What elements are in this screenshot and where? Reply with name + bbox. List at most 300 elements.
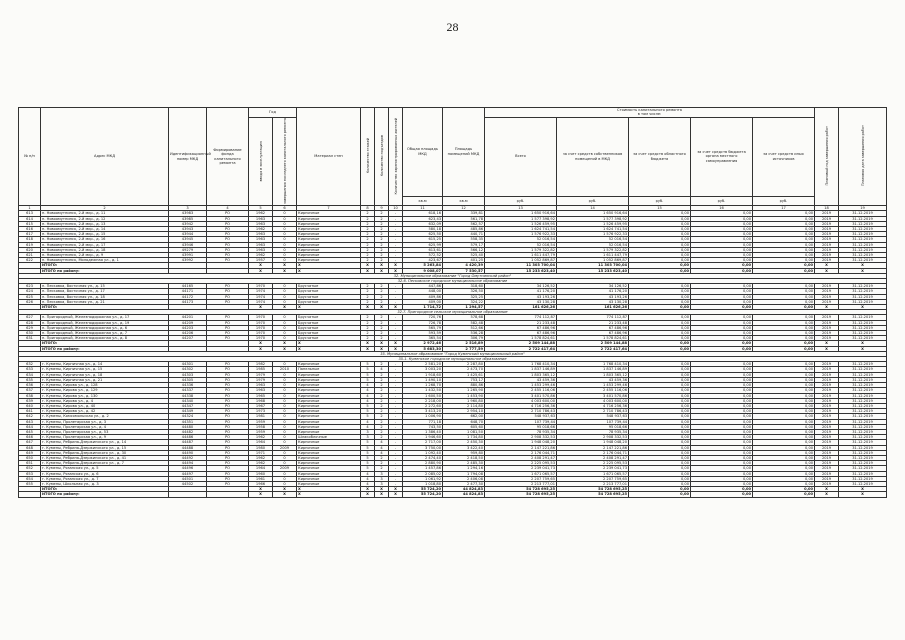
table-cell: - (389, 383, 403, 388)
table-cell: 2019 (815, 461, 839, 466)
table-cell: г. Кумены, Кирова ул., д. 130 (41, 393, 169, 398)
table-cell: 650 (19, 455, 41, 460)
table-cell: 0,00 (691, 398, 753, 403)
table-cell: 634 (19, 372, 41, 377)
table-cell: 2 085,02 (403, 471, 443, 476)
table-cell: 2019 (815, 424, 839, 429)
table-cell: - (389, 258, 403, 263)
column-number: 9 (375, 206, 389, 211)
table-cell: 3 (375, 471, 389, 476)
table-cell: 0,00 (753, 221, 815, 226)
table-cell: 0,00 (753, 461, 815, 466)
table-cell: 1 268,70 (403, 383, 443, 388)
table-cell: г. Кумены, Ребрина-Дзержинского ул., д. 41 (41, 455, 169, 460)
header-cost-sub: в том числе: (637, 112, 662, 117)
table-cell: 44487 (169, 440, 207, 445)
table-cell: 525,40 (443, 253, 485, 258)
table-cell: 161 626,26 (557, 305, 629, 310)
table-cell: 4 420,39 (443, 263, 485, 268)
table-cell: 1 576 922,33 (557, 232, 629, 237)
table-cell: 5 (361, 440, 375, 445)
table-cell: 753,17 (443, 377, 485, 382)
table-cell: 0,00 (629, 362, 691, 367)
table-cell: X (297, 487, 361, 492)
table-cell: 78 935,34 (485, 429, 557, 434)
table-cell: 0,00 (629, 492, 691, 497)
table-cell: 0,00 (753, 263, 815, 268)
table-cell: 2 (361, 331, 375, 336)
table-cell: 448,00 (403, 289, 443, 294)
table-cell: 31.12.2019 (839, 424, 887, 429)
table-cell: 2 176 044,71 (557, 450, 629, 455)
table-cell: Кирпичные (297, 237, 361, 242)
table-cell: 0 (273, 221, 297, 226)
table-cell: 1957 (249, 258, 273, 263)
table-cell: 646 (19, 435, 41, 440)
table-cell: Кирпичные (297, 461, 361, 466)
table-cell: 2 418,50 (443, 455, 485, 460)
table-cell: 572,52 (403, 253, 443, 258)
table-cell: 1963 (249, 216, 273, 221)
table-cell: 1970 (249, 315, 273, 320)
table-cell: X (297, 268, 361, 273)
table-cell: 624 (19, 289, 41, 294)
table-cell: X (361, 346, 375, 351)
table-cell: 0,00 (691, 263, 753, 268)
table-cell: 2019 (815, 237, 839, 242)
table-cell: 2 (361, 247, 375, 252)
table-cell: 2 (375, 409, 389, 414)
table-cell: 31.12.2019 (839, 403, 887, 408)
table-cell: 1 457,86 (403, 466, 443, 471)
table-cell: 0,00 (753, 227, 815, 232)
table-cell: 0 (273, 362, 297, 367)
table-cell: 2 516,89 (443, 341, 485, 346)
table-cell: 0,00 (629, 331, 691, 336)
table-cell: Кирпичные (297, 445, 361, 450)
table-cell: 44482 (169, 429, 207, 434)
table-cell: 31.12.2019 (839, 247, 887, 252)
table-cell: 1 294,57 (443, 305, 485, 310)
table-cell: 0,00 (629, 461, 691, 466)
table-cell: X (839, 341, 887, 346)
table-cell: 5 (361, 445, 375, 450)
table-cell: 636 (19, 383, 41, 388)
table-cell: 0 (273, 377, 297, 382)
table-cell: Шлакоблочные (297, 435, 361, 440)
table-cell: Кирпичные (297, 247, 361, 252)
table-cell: 2 408 291,47 (485, 455, 557, 460)
table-cell: 0,00 (753, 294, 815, 299)
table-cell: 0,00 (753, 403, 815, 408)
table-cell: X (389, 341, 403, 346)
section-title: 35. Муниципальное образование "Город Куменский муниципальный район" (19, 351, 887, 356)
table-cell: 0,00 (753, 487, 815, 492)
table-cell: 2 (375, 455, 389, 460)
table-cell: 2 207 759,65 (485, 476, 557, 481)
table-cell: X (375, 268, 389, 273)
table-cell: X (273, 492, 297, 497)
table-cell: 771,18 (403, 419, 443, 424)
table-cell: 0 (273, 461, 297, 466)
header-entrances-text: Количество подъездов (379, 135, 384, 177)
table-cell: п. Песковка, Восточная ул., д. 17 (41, 289, 169, 294)
table-cell: 1 960,80 (443, 398, 485, 403)
table-cell: X (297, 305, 361, 310)
table-cell: 2019 (815, 367, 839, 372)
table-cell: 2 (361, 299, 375, 304)
section-title: 35.1. Куменское городское муниципальное образование (19, 357, 887, 362)
table-cell: 1981 (249, 414, 273, 419)
table-cell: 0,00 (629, 445, 691, 450)
table-cell: 0,00 (753, 305, 815, 310)
table-cell: ИТОГО по району: (41, 346, 169, 351)
table-cell: 0 (273, 419, 297, 424)
table-cell: Брусчатые (297, 284, 361, 289)
table-cell: 2 908 332,53 (485, 435, 557, 440)
table-cell: РО (207, 221, 249, 226)
table-cell: X (815, 305, 839, 310)
table-cell: РО (207, 383, 249, 388)
table-cell: г. Кумены, Кирпичная ул., д. 14 (41, 362, 169, 367)
table-cell: - (389, 424, 403, 429)
table-cell: 2 581,20 (403, 362, 443, 367)
table-cell: 107 739,44 (485, 419, 557, 424)
table-cell: X (297, 341, 361, 346)
table-cell: - (389, 471, 403, 476)
table-cell: 662,00 (443, 414, 485, 419)
table-cell: г. Кумены, Ребрина-Дзержинского ул., д. 7 (41, 461, 169, 466)
table-cell: 1 600,50 (403, 393, 443, 398)
table-cell: 632 (19, 362, 41, 367)
table-cell: 0,00 (629, 237, 691, 242)
table-cell: 0,00 (691, 393, 753, 398)
table-cell: 1971 (249, 450, 273, 455)
table-cell: 1 650 916,64 (485, 211, 557, 216)
table-cell: 641 (19, 409, 41, 414)
table-cell: 31.12.2019 (839, 331, 887, 336)
table-cell: ИТОГО: (41, 341, 169, 346)
table-cell: 0,00 (629, 424, 691, 429)
table-cell: 2 (361, 216, 375, 221)
table-cell: X (389, 487, 403, 492)
table-cell: 2 477,30 (443, 481, 485, 486)
table-cell: 0,00 (691, 367, 753, 372)
table-cell: п. Песковка, Восточная ул., д. 18 (41, 294, 169, 299)
table-cell: 3 (375, 481, 389, 486)
column-number: 10 (389, 206, 403, 211)
table-cell: 654 (19, 476, 41, 481)
table-cell: 648 (19, 445, 41, 450)
table-cell: Брусчатые (297, 325, 361, 330)
table-cell: 2 (375, 325, 389, 330)
table-cell: 3 401 570,86 (557, 393, 629, 398)
table-cell: 2 (375, 258, 389, 263)
table-cell: 0,00 (691, 487, 753, 492)
table-cell: X (361, 487, 375, 492)
table-cell: 2 (375, 232, 389, 237)
table-cell: п. Новоомутнинск, 2-й мкр., д. 16 (41, 237, 169, 242)
table-cell: 615,25 (403, 237, 443, 242)
table-cell: - (389, 242, 403, 247)
table-cell: 2 (375, 429, 389, 434)
table-cell: 649 (19, 450, 41, 455)
table-cell: 2019 (815, 221, 839, 226)
table-cell: - (389, 450, 403, 455)
table-cell: РО (207, 289, 249, 294)
table-cell: 1 837 146,89 (557, 367, 629, 372)
table-cell: 0 (273, 284, 297, 289)
table-cell: 0,00 (629, 466, 691, 471)
table-cell: X (361, 268, 375, 273)
table-cell: 31.12.2019 (839, 242, 887, 247)
table-cell: 0,00 (753, 466, 815, 471)
table-cell: 31.12.2019 (839, 221, 887, 226)
table-cell: 3 413,20 (403, 409, 443, 414)
table-cell: 1968 (249, 398, 273, 403)
table-cell: 625,99 (403, 242, 443, 247)
table-cell: 1 624 741,54 (485, 227, 557, 232)
table-cell: Кирпичные (297, 403, 361, 408)
table-cell: 2 (361, 336, 375, 341)
table-cell: 31.12.2019 (839, 289, 887, 294)
table-cell: 0,00 (691, 320, 753, 325)
table-cell: Кирпичные (297, 242, 361, 247)
table-cell: 0,00 (691, 294, 753, 299)
column-number: 8 (361, 206, 375, 211)
table-cell: 52 016,54 (485, 237, 557, 242)
table-cell: X (375, 487, 389, 492)
column-number: 14 (557, 206, 629, 211)
table-cell: X (297, 346, 361, 351)
table-cell: 2 225 095,53 (485, 461, 557, 466)
table-cell: X (249, 263, 273, 268)
table-cell: 645 (19, 429, 41, 434)
table-cell: 2 (375, 299, 389, 304)
table-cell: 619 (19, 242, 41, 247)
table-cell: г. Кумены, Комсомольская ул., д. 2 (41, 414, 169, 419)
table-cell: X (249, 492, 273, 497)
table-cell: 579,17 (443, 242, 485, 247)
table-cell: 2 (375, 284, 389, 289)
table-cell: 1 453 299,46 (557, 383, 629, 388)
table-cell: 0,00 (691, 284, 753, 289)
table-cell: - (389, 461, 403, 466)
table-cell: 95 018,66 (557, 424, 629, 429)
table-cell: X (815, 268, 839, 273)
table-cell: 325,25 (443, 294, 485, 299)
table-cell: 2 717,00 (403, 440, 443, 445)
table-cell: 0,00 (629, 289, 691, 294)
table-cell: 613 (19, 211, 41, 216)
table-cell: 43991 (169, 253, 207, 258)
table-cell: 615 (19, 221, 41, 226)
table-cell: 324,22 (443, 299, 485, 304)
table-cell: РО (207, 429, 249, 434)
table-cell: 31.12.2019 (839, 398, 887, 403)
table-cell: Брусчатые (297, 320, 361, 325)
table-cell: 558,35 (443, 237, 485, 242)
table-cell: 0,00 (629, 299, 691, 304)
table-cell: 0,00 (629, 471, 691, 476)
table-cell: X (839, 487, 887, 492)
table-cell: 1 837 146,89 (485, 367, 557, 372)
table-cell: 3 422,40 (443, 445, 485, 450)
table-cell: 1 768 410,34 (557, 362, 629, 367)
table-cell: 1970 (249, 320, 273, 325)
table-cell: г. Кумены, Кирова ул., д. 40 (41, 403, 169, 408)
table-cell: 0,00 (629, 455, 691, 460)
table-cell: 31.12.2019 (839, 383, 887, 388)
table-cell: 0,00 (629, 294, 691, 299)
table-cell: 0 (273, 216, 297, 221)
table-cell: 0 (273, 294, 297, 299)
table-cell: 2 (375, 403, 389, 408)
table-cell: г. Кумены, Кирпичная ул., д. 15 (41, 367, 169, 372)
table-cell: X (839, 305, 887, 310)
table-cell: РО (207, 299, 249, 304)
table-cell: 1 425,61 (443, 372, 485, 377)
table-cell: 2019 (815, 258, 839, 263)
table-cell: 1 453,90 (443, 393, 485, 398)
table-cell: 1 432,50 (403, 388, 443, 393)
table-cell: X (839, 492, 887, 497)
table-cell: РО (207, 325, 249, 330)
table-cell: 31.12.2019 (839, 388, 887, 393)
header-cost-federal: за счет средств областного бюджета (629, 117, 691, 196)
table-cell: 643 (19, 419, 41, 424)
table-cell: п. Пригородный, Железнодорожная ул., д. 6 (41, 325, 169, 330)
table-cell: 1 577 398,92 (557, 216, 629, 221)
table-cell: 1985 (249, 367, 273, 372)
table-cell: 0,00 (691, 409, 753, 414)
table-cell: 0,00 (691, 242, 753, 247)
table-cell: 31.12.2019 (839, 445, 887, 450)
table-cell: 1 948 048,20 (557, 440, 629, 445)
table-cell: 31.12.2019 (839, 429, 887, 434)
table-cell: 2 218,00 (403, 398, 443, 403)
table-cell: 2 239 041,73 (557, 466, 629, 471)
table-cell: 2 (361, 284, 375, 289)
table-cell: 2019 (815, 294, 839, 299)
table-cell: - (389, 466, 403, 471)
table-cell: 3 (375, 476, 389, 481)
table-cell: 11 303 700,04 (485, 263, 557, 268)
table-cell: 2 509 144,88 (485, 341, 557, 346)
table-cell: 625 (19, 294, 41, 299)
table-cell: 0 (273, 299, 297, 304)
table-cell: 2 (375, 377, 389, 382)
table-cell: 95 018,66 (485, 424, 557, 429)
table-cell: 1961 (249, 476, 273, 481)
table-cell: Брусчатые (297, 336, 361, 341)
table-cell: 2 (375, 424, 389, 429)
header-cost-group (485, 108, 815, 118)
table-cell: 54 728 695,25 (557, 487, 629, 492)
table-cell: п. Пригородный, Железнодорожная ул., д. 17 (41, 315, 169, 320)
table-cell: 0,00 (691, 362, 753, 367)
table-cell: 0,00 (629, 263, 691, 268)
table-cell: - (389, 284, 403, 289)
table-cell: 653 (19, 471, 41, 476)
table-cell: 743,50 (403, 424, 443, 429)
table-cell: 0,00 (753, 424, 815, 429)
header-plan-year (815, 108, 839, 206)
table-cell: 1 578 824,61 (485, 336, 557, 341)
table-cell: 44324 (169, 414, 207, 419)
table-cell: 4 (361, 398, 375, 403)
table-cell: 5 (361, 450, 375, 455)
table-cell: 0,00 (629, 377, 691, 382)
table-cell: 44336 (169, 383, 207, 388)
table-cell: Кирпичные (297, 466, 361, 471)
table-cell: 620 (19, 247, 41, 252)
table-cell: 43985 (169, 216, 207, 221)
table-cell: 21 233,48 (485, 320, 557, 325)
header-unit-rub5: руб. (753, 196, 815, 206)
table-cell: 55 724,20 (403, 487, 443, 492)
table-cell: Кирпичные (297, 393, 361, 398)
table-cell: 1970 (249, 325, 273, 330)
table-cell: 0,00 (629, 341, 691, 346)
table-cell: 562,57 (443, 221, 485, 226)
table-cell: 0,00 (629, 450, 691, 455)
column-number: 12 (443, 206, 485, 211)
table-cell: 626 (19, 299, 41, 304)
table-cell: 0,00 (691, 419, 753, 424)
table-cell: 1963 (249, 247, 273, 252)
table-cell: 2 972,46 (403, 341, 443, 346)
table-cell: 0,00 (753, 315, 815, 320)
table-cell: X (815, 341, 839, 346)
table-cell: РО (207, 362, 249, 367)
table-cell: 43 459,36 (485, 377, 557, 382)
table-cell: 2 (361, 221, 375, 226)
table-cell: РО (207, 424, 249, 429)
table-cell: 447,86 (403, 284, 443, 289)
table-cell: г. Кумены, Ребрина-Дзержинского ул., д. 14 (41, 440, 169, 445)
table-cell: 54 728 695,25 (485, 487, 557, 492)
table-cell: 31.12.2019 (839, 471, 887, 476)
table-cell: 2 207 759,65 (557, 476, 629, 481)
table-cell: 2 485,30 (443, 461, 485, 466)
table-cell: 2 880,90 (403, 461, 443, 466)
table-cell: 639 (19, 398, 41, 403)
table-cell: 0,00 (691, 383, 753, 388)
table-cell: 3 401 570,86 (485, 393, 557, 398)
table-cell: 622 (19, 258, 41, 263)
table-cell: 2 (375, 398, 389, 403)
table-cell: 635 (19, 377, 41, 382)
table-cell: 2019 (815, 320, 839, 325)
table-cell: 2 147 221,86 (557, 445, 629, 450)
column-number: 11 (403, 206, 443, 211)
table-cell: 43942 (169, 221, 207, 226)
table-cell: 1960 (249, 471, 273, 476)
table-cell: 2019 (815, 383, 839, 388)
table-cell: 0,00 (753, 429, 815, 434)
table-cell: 34 126,52 (485, 284, 557, 289)
table-cell: 4 (375, 367, 389, 372)
table-cell: 7 530,57 (443, 268, 485, 273)
table-cell: 31.12.2019 (839, 294, 887, 299)
table-cell: 0,00 (753, 331, 815, 336)
table-cell: 0,00 (691, 346, 753, 351)
table-cell: 1962 (249, 435, 273, 440)
table-cell: X (375, 341, 389, 346)
table-cell: - (389, 232, 403, 237)
table-cell: 0 (273, 232, 297, 237)
